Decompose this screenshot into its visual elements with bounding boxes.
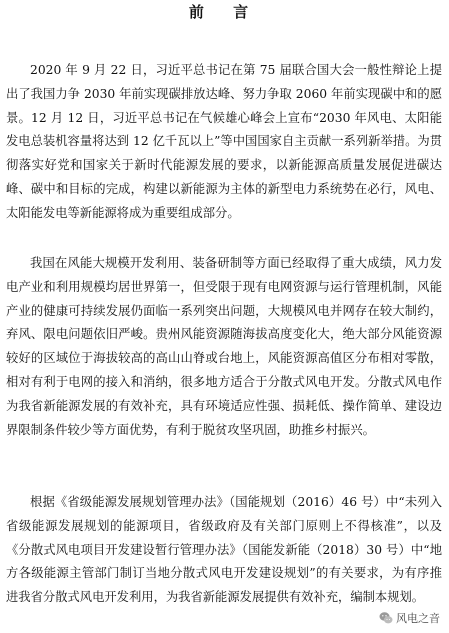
document-title: 前 言 xyxy=(188,3,261,21)
paragraph-1: 2020 年 9 月 22 日，习近平总书记在第 75 届联合国大会一般性辩论上提出了我国力争 2030 年前实现碳排放达峰、努力争取 2060 年前实现碳中和的愿景。12 月 12 日，习近平总书记在气候雄心峰会上宣布“2030 年风电、太阳能发电总装机容量将达到 12 亿千瓦以上”等中国国家自主贡献一系列新举措。为贯彻落实好党和国家关于新时代能源发展的要求，以新能源高质量发展促进碳达峰、碳中和目标的完成，构建以新能源为主体的新型电力系统势在必行，风电、太阳能发电等新能源将成为重要组成部分。 xyxy=(6,63,442,220)
watermark-text: 风电之音 xyxy=(396,612,440,625)
wechat-icon xyxy=(379,611,393,625)
paragraph-2: 我国在风能大规模开发利用、装备研制等方面已经取得了重大成绩，风力发电产业和利用规模均居世界第一，但受限于现有电网资源与运行管理机制，风能产业的健康可持续发展仍面临一系列突出问题，大规模风电并网存在较大制约，弃风、限电问题依旧严峻。贵州风能资源随海拔高度变化大，绝大部分风能资源较好的区域位于海拔较高的高山山脊或台地上，风能资源高值区分布相对零散，相对有利于电网的接入和消纳，很多地方适合于分散式风电开发。分散式风电作为我省新能源发展的有效补充，具有环境适应性强、损耗低、操作简单、建设边界限制条件较少等方面优势，有利于脱贫攻坚巩固，助推乡村振兴。 xyxy=(6,256,442,437)
paragraph-3: 根据《省级能源发展规划管理办法》（国能规划（2016）46 号）中“未列入省级能源发展规划的能源项目，省级政府及有关部门原则上不得核准”，以及《分散式风电项目开发建设暂行管理办法》（国能发新能（2018）30 号）中“地方各级能源主管部门制订当地分散式风电开发建设规划”的有关要求，为有序推进我省分散式风电开发利用，为我省新能源发展提供有效补充，编制本规划。 xyxy=(6,495,442,605)
watermark xyxy=(376,609,443,627)
